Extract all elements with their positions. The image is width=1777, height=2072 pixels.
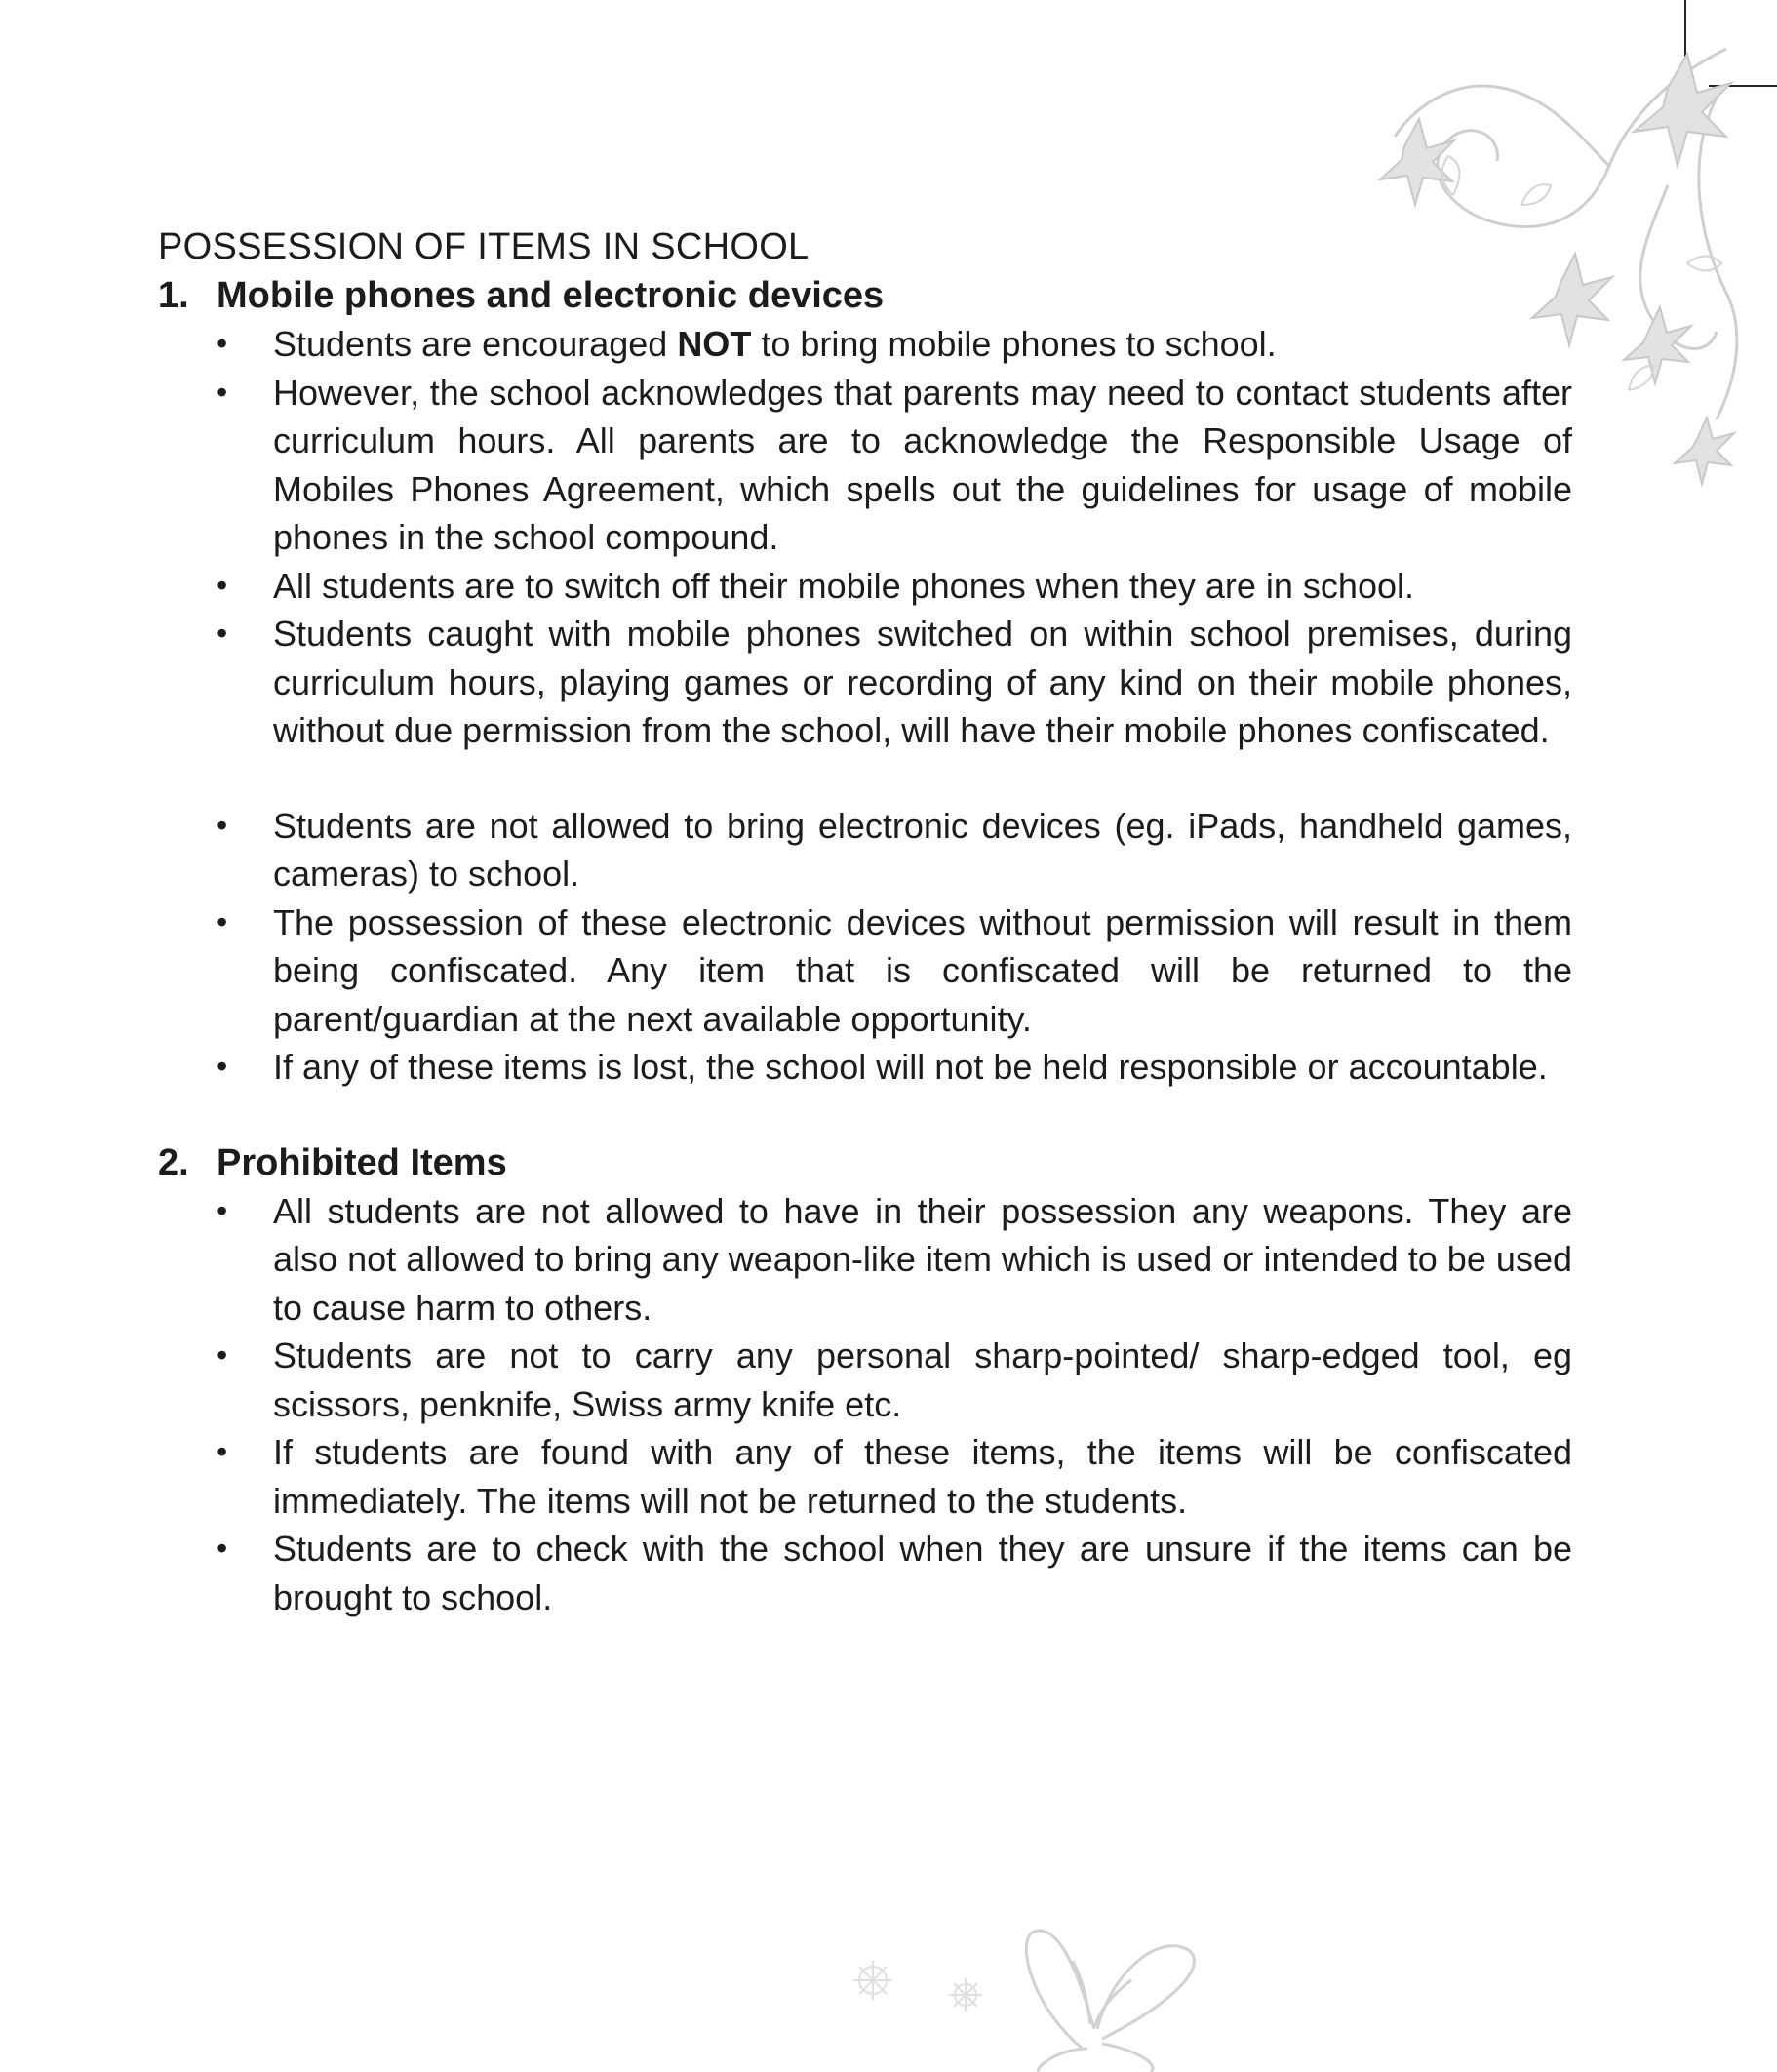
list-item-text: However, the school acknowledges that parents may need to contact students after curriculum hours. All parents are to acknowledge the Responsible Usage of Mobiles Phones Agreement, which spells out the guidelines for usage of mobile phones in the school compound. [273,372,1572,557]
section-number: 1. [158,275,189,316]
list-item-text: All students are not allowed to have in their possession any weapons. They are also not allowed to bring any weapon-like item which is used or intended to be used to cause harm to others. [273,1190,1572,1328]
bullet-list [158,802,1572,1092]
list-item-text: Students are not to carry any personal sharp-pointed/ sharp-edged tool, eg scissors, penknife, Swiss army knife etc. [273,1335,1572,1424]
document-content [158,222,1572,1621]
list-item [217,562,1572,611]
bullet-icon: • [217,807,228,843]
bullet-icon: • [217,1531,228,1566]
list-item-text: Students are not allowed to bring electronic devices (eg. iPads, handheld games, cameras) to school. [273,805,1572,894]
bullet-icon: • [217,903,228,939]
list-item-text: All students are to switch off their mobile phones when they are in school. [273,565,1414,606]
list-item [217,802,1572,898]
section-number: 2. [158,1141,189,1183]
list-item-text: The possession of these electronic devices without permission will result in them being confiscated. Any item that is confiscated will be returned to the parent/guardian at the next available opportunity. [273,901,1572,1039]
bullet-icon: • [217,567,228,603]
list-item-text: Students are encouraged [273,324,678,364]
document-title: POSSESSION OF ITEMS IN SCHOOL [158,226,810,267]
bullet-icon: • [217,1192,228,1228]
list-item-text: Students are to check with the school when they are unsure if the items can be brought to school. [273,1529,1572,1617]
bullet-list [158,320,1572,755]
list-item [217,898,1572,1044]
section-heading-prohibited-items [158,1138,1572,1187]
spacer [158,755,1572,802]
list-item-text: Students caught with mobile phones switched on within school premises, during curriculum hours, playing games or recording of any kind on their mobile phones, without due permission from the school, will have their mobile phones confiscated. [273,614,1572,750]
list-item [217,1428,1572,1525]
bullet-icon: • [217,374,228,410]
section-title: Prohibited Items [217,1141,507,1183]
spacer [158,1092,1572,1138]
list-item-text: If any of these items is lost, the school will not be held responsible or accountable. [273,1047,1548,1087]
list-item [217,1187,1572,1333]
bullet-icon: • [217,1337,228,1373]
list-item [217,610,1572,755]
butterfly-ornament-icon [839,1902,1229,2072]
list-item-text: to bring mobile phones to school. [751,324,1277,364]
bullet-list [158,1187,1572,1622]
list-item [217,1043,1572,1092]
bullet-icon: • [217,1049,228,1084]
bullet-icon: • [217,1434,228,1469]
bullet-icon: • [217,616,228,651]
list-item-text: If students are found with any of these items, the items will be confiscated immediately. The items will not be returned to the students. [273,1432,1572,1521]
list-item [217,320,1572,369]
emphasis-text: NOT [677,324,752,364]
list-item [217,369,1572,562]
bullet-icon: • [217,326,228,361]
section-title: Mobile phones and electronic devices [217,275,885,316]
list-item [217,1525,1572,1621]
list-item [217,1332,1572,1428]
section-heading-mobile-phones [158,271,1572,320]
